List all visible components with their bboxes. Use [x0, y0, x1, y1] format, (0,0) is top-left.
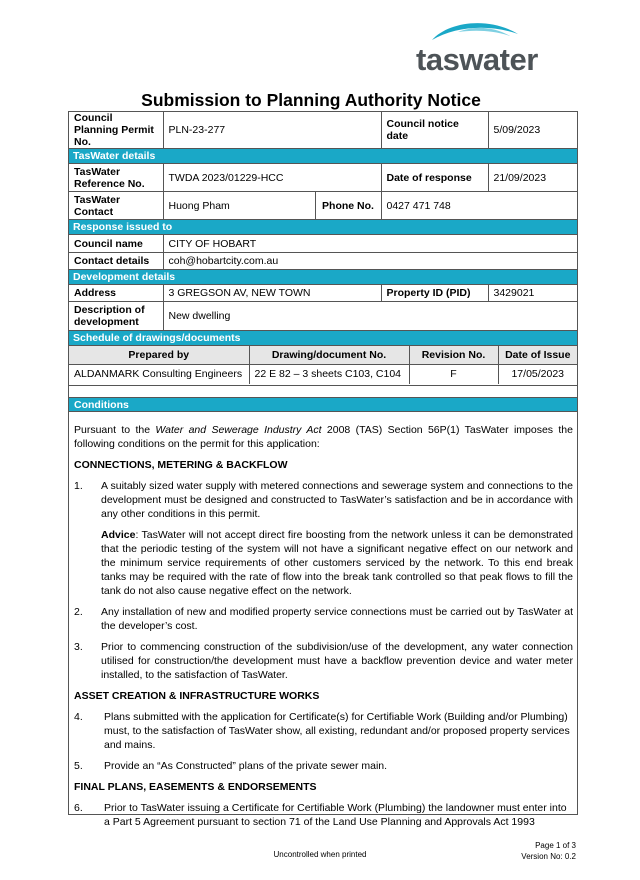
list-item: 5. Provide an “As Constructed” plans of the private sewer main. [74, 760, 388, 772]
details-table [69, 112, 577, 384]
contact-details-value: coh@hobartcity.com.au [163, 253, 577, 270]
taswater-logo [410, 18, 540, 77]
uncontrolled-note: Uncontrolled when printed [273, 850, 367, 859]
address-value: 3 GREGSON AV, NEW TOWN [163, 285, 381, 302]
description-value: New dwelling [163, 302, 577, 331]
heading-final-plans: FINAL PLANS, EASEMENTS & ENDORSEMENTS [74, 781, 317, 793]
list-item: 6. Prior to TasWater issuing a Certificate for Certifiable Work (Plumbing) the landowner must enter into a Part 5 Agreement pursuant to section 71 of the Land Use Planning and Approvals Act 1993 [74, 802, 567, 828]
council-row [69, 235, 577, 253]
address-row [69, 285, 577, 302]
notice-form [68, 111, 578, 828]
version-number: Version No: 0.2 [521, 852, 576, 861]
contact-label: TasWater Contact [69, 192, 163, 220]
council-contact-row [69, 253, 577, 270]
table-row [69, 365, 577, 384]
section-conditions: Conditions [69, 397, 577, 412]
page-number: Page 1 of 3 [535, 841, 576, 850]
pid-value: 3429021 [488, 285, 577, 302]
reference-label: TasWater Reference No. [69, 164, 163, 192]
col-prepared-by: Prepared by [69, 346, 249, 365]
response-date-value: 21/09/2023 [488, 164, 577, 192]
contact-row [69, 192, 577, 220]
schedule-header-row [69, 346, 577, 365]
list-item: 3. Prior to commencing construction of the subdivision/use of the development, any water connection utilised for construction/the development must have a backflow prevention device and water meter installed, to the satisfaction of TasWater. [74, 641, 573, 681]
prepared-by-cell: ALDANMARK Consulting Engineers [69, 365, 249, 384]
permit-value: PLN-23-277 [163, 112, 381, 149]
schedule-table [69, 346, 577, 384]
logo-wordmark: taswater [416, 42, 538, 77]
list-item: 1. A suitably sized water supply with metered connections and sewerage system and connections to the development must be designed and constructed to TasWater’s satisfaction and be in accordance with any other conditions in this permit. [74, 480, 573, 520]
list-item: 4. Plans submitted with the application for Certificate(s) for Certifiable Work (Building and/or Plumbing) must, to the satisfaction of TasWater show, all existing, redundant and/or proposed property services and mains. [74, 711, 570, 751]
advice-label: Advice [101, 529, 136, 541]
reference-row [69, 164, 577, 192]
council-name-value: CITY OF HOBART [163, 235, 577, 253]
heading-asset-creation: ASSET CREATION & INFRASTRUCTURE WORKS [74, 690, 320, 702]
section-schedule: Schedule of drawings/documents [69, 331, 577, 346]
reference-value: TWDA 2023/01229-HCC [163, 164, 381, 192]
section-taswater-details: TasWater details [69, 149, 577, 164]
notice-date-label: Council notice date [381, 112, 488, 149]
advice-item: Advice: TasWater will not accept direct fire boosting from the network unless it can be demonstrated that the periodic testing of the system will not have a significant negative effect on our network and the minimum service requirements of other customers serviced by the network. To this end break tanks may be required with the rate of flow into the break tank controlled so that peak flows to fill the tank do not also cause negative effect on the network. [101, 529, 573, 597]
permit-label: Council Planning Permit No. [69, 112, 163, 149]
phone-value: 0427 471 748 [381, 192, 577, 220]
act-name: Water and Sewerage Industry Act [155, 424, 322, 436]
col-date-of-issue: Date of Issue [498, 346, 577, 365]
col-revision-no: Revision No. [409, 346, 498, 365]
conditions-intro: Pursuant to the Water and Sewerage Industry Act 2008 (TAS) Section 56P(1) TasWater imposes the following conditions on the permit for this application: [74, 424, 573, 450]
council-name-label: Council name [69, 235, 163, 253]
permit-row [69, 112, 577, 149]
conditions-body [74, 415, 573, 829]
section-development-details: Development details [69, 270, 577, 285]
pid-label: Property ID (PID) [381, 285, 488, 302]
description-row [69, 302, 577, 331]
contact-details-label: Contact details [69, 253, 163, 270]
drawing-no-cell: 22 E 82 – 3 sheets C103, C104 [249, 365, 409, 384]
phone-label: Phone No. [315, 192, 381, 220]
revision-no-cell: F [409, 365, 498, 384]
list-item: 2. Any installation of new and modified property service connections must be carried out by TasWater at the developer’s cost. [74, 606, 573, 632]
contact-value: Huong Pham [163, 192, 315, 220]
description-label: Description of development [69, 302, 163, 331]
notice-date-value: 5/09/2023 [488, 112, 577, 149]
date-of-issue-cell: 17/05/2023 [498, 365, 577, 384]
page-title: Submission to Planning Authority Notice [141, 90, 481, 110]
section-response-issued: Response issued to [69, 220, 577, 235]
address-label: Address [69, 285, 163, 302]
response-date-label: Date of response [381, 164, 488, 192]
heading-connections: CONNECTIONS, METERING & BACKFLOW [74, 459, 288, 471]
col-drawing-no: Drawing/document No. [249, 346, 409, 365]
